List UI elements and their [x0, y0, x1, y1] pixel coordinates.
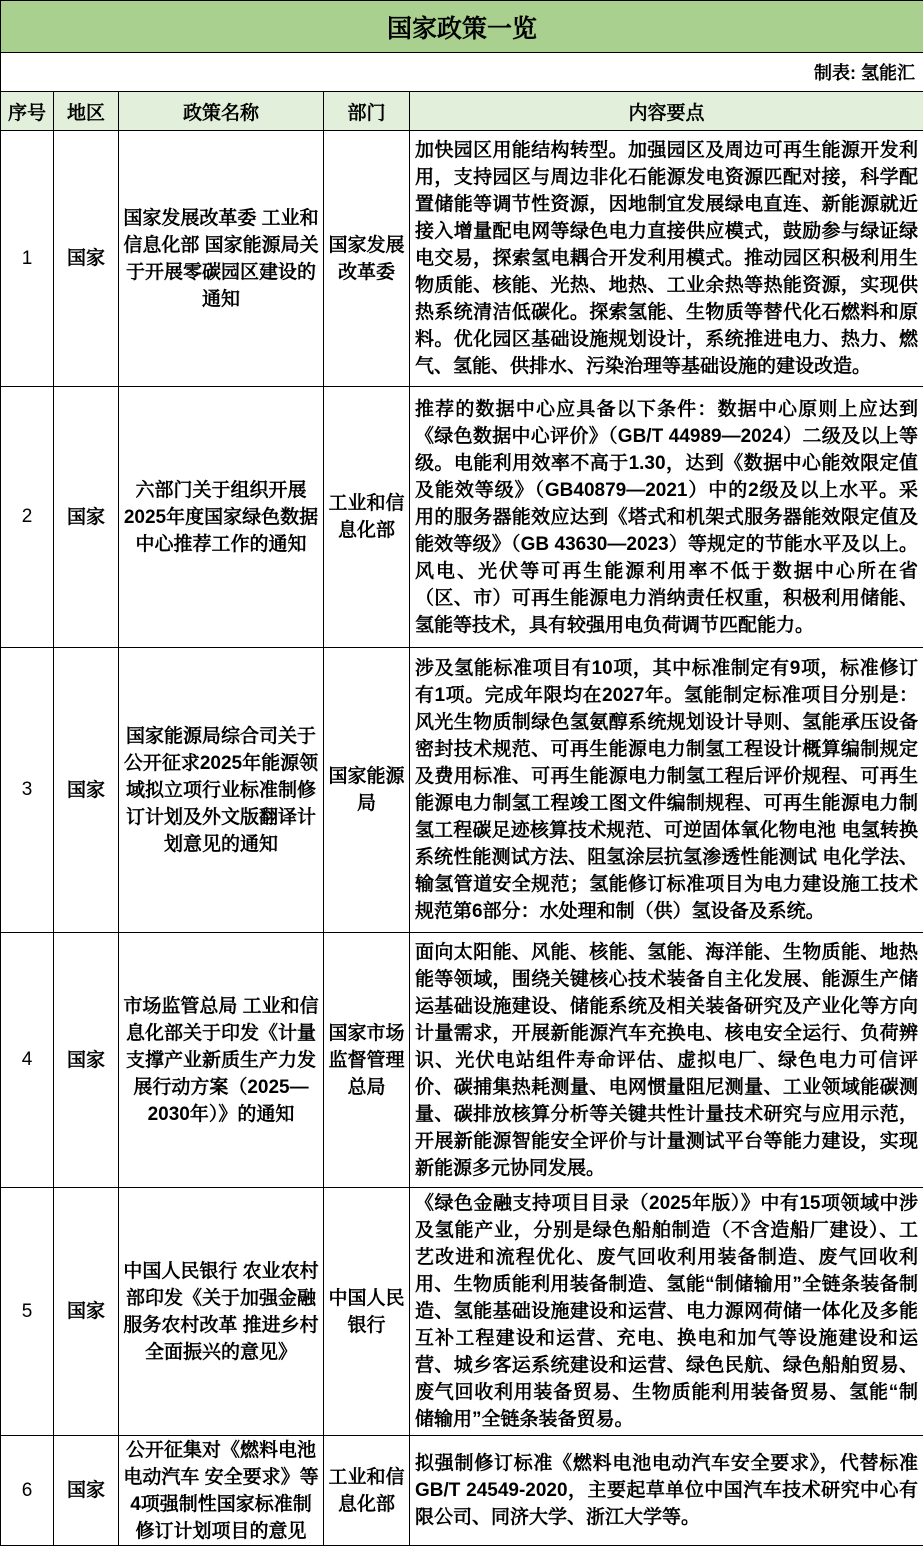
cell-policy-name: 六部门关于组织开展2025年度国家绿色数据中心推荐工作的通知 [119, 387, 324, 648]
table-row [1, 648, 923, 933]
cell-content: 涉及氢能标准项目有10项，其中标准制定有9项，标准修订有1项。完成年限均在2027年。氢能制定标准项目分别是：风光生物质制绿色氢氨醇系统规划设计导则、氢能承压设备密封技术规范、可再生能源电力制氢工程设计概算编制规定及费用标准、可再生能源电力制氢工程后评价规程、可再生能源电力制氢工程竣工图文件编制规程、可再生能源电力制氢工程碳足迹核算技术规范、可逆固体氧化物电池 电氢转换系统性能测试方法、阻氢涂层抗氢渗透性能测试 电化学法、输氢管道安全规范；氢能修订标准项目为电力建设施工技术规范第6部分：水处理和制（供）氢设备及系统。 [410, 648, 923, 933]
column-header-content: 内容要点 [410, 92, 923, 131]
cell-content: 《绿色金融支持项目目录（2025年版）》中有15项领域中涉及氢能产业，分别是绿色船舶制造（不含造船厂建设）、工艺改进和流程优化、废气回收利用装备制造、废气回收利用、生物质能利用装备制造、氢能“制储输用”全链条装备制造、氢能基础设施建设和运营、电力源网荷储一体化及多能互补工程建设和运营、充电、换电和加气等设施建设和运营、城乡客运系统建设和运营、绿色民航、绿色船舶贸易、废气回收利用装备贸易、生物质能利用装备贸易、氢能“制储输用”全链条装备贸易。 [410, 1188, 923, 1436]
cell-region: 国家 [54, 387, 119, 648]
title-row [1, 1, 923, 53]
cell-content: 面向太阳能、风能、核能、氢能、海洋能、生物质能、地热能等领域，围绕关键核心技术装备自主化发展、能源生产储运基础设施建设、储能系统及相关装备研究及产业化等方向计量需求，开展新能源汽车充换电、核电安全运行、负荷辨识、光伏电站组件寿命评估、虚拟电厂、绿色电力可信评价、碳捕集热耗测量、电网惯量阻尼测量、工业领域能碳测量、碳排放核算分析等关键共性计量技术研究与应用示范，开展新能源智能安全评价与计量测试平台等能力建设，实现新能源多元协同发展。 [410, 933, 923, 1188]
column-header-no: 序号 [1, 92, 54, 131]
cell-policy-name: 公开征集对《燃料电池电动汽车 安全要求》等4项强制性国家标准制修订计划项目的意见 [119, 1436, 324, 1546]
cell-region: 国家 [54, 648, 119, 933]
cell-no: 2 [1, 387, 54, 648]
column-header-region: 地区 [54, 92, 119, 131]
cell-no: 1 [1, 131, 54, 387]
page-title: 国家政策一览 [1, 1, 923, 53]
table-row [1, 1188, 923, 1436]
cell-no: 3 [1, 648, 54, 933]
cell-no: 5 [1, 1188, 54, 1436]
table-row [1, 933, 923, 1188]
cell-region: 国家 [54, 1188, 119, 1436]
cell-content: 拟强制修订标准《燃料电池电动汽车安全要求》，代替标准GB/T 24549-2020，主要起草单位中国汽车技术研究中心有限公司、同济大学、浙江大学等。 [410, 1436, 923, 1546]
cell-dept: 国家市场监督管理总局 [324, 933, 410, 1188]
cell-policy-name: 国家发展改革委 工业和信息化部 国家能源局关于开展零碳园区建设的通知 [119, 131, 324, 387]
cell-policy-name: 市场监管总局 工业和信息化部关于印发《计量支撑产业新质生产力发展行动方案（2025—2030年）》的通知 [119, 933, 324, 1188]
cell-dept: 国家能源局 [324, 648, 410, 933]
cell-region: 国家 [54, 131, 119, 387]
header-row [1, 92, 923, 131]
cell-content: 加快园区用能结构转型。加强园区及周边可再生能源开发利用，支持园区与周边非化石能源发电资源匹配对接，科学配置储能等调节性资源，因地制宜发展绿电直连、新能源就近接入增量配电网等绿色电力直接供应模式，鼓励参与绿证绿电交易，探索氢电耦合开发利用模式。推动园区积极利用生物质能、核能、光热、地热、工业余热等热能资源，实现供热系统清洁低碳化。探索氢能、生物质等替代化石燃料和原料。优化园区基础设施规划设计，系统推进电力、热力、燃气、氢能、供排水、污染治理等基础设施的建设改造。 [410, 131, 923, 387]
cell-no: 4 [1, 933, 54, 1188]
table-row [1, 1436, 923, 1546]
credit-label: 制表: 氢能汇 [1, 53, 923, 92]
column-header-dept: 部门 [324, 92, 410, 131]
cell-region: 国家 [54, 933, 119, 1188]
table-row [1, 387, 923, 648]
cell-dept: 国家发展改革委 [324, 131, 410, 387]
cell-content: 推荐的数据中心应具备以下条件：数据中心原则上应达到《绿色数据中心评价》（GB/T 44989—2024）二级及以上等级。电能利用效率不高于1.30，达到《数据中心能效限定值及能效等级》（GB40879—2021）中的2级及以上水平。采用的服务器能效应达到《塔式和机架式服务器能效限定值及能效等级》（GB 43630—2023）等规定的节能水平及以上。风电、光伏等可再生能源利用率不低于数据中心所在省（区、市）可再生能源电力消纳责任权重，积极利用储能、氢能等技术，具有较强用电负荷调节匹配能力。 [410, 387, 923, 648]
credit-row [1, 53, 923, 92]
cell-dept: 工业和信息化部 [324, 387, 410, 648]
cell-no: 6 [1, 1436, 54, 1546]
column-header-policy-name: 政策名称 [119, 92, 324, 131]
cell-dept: 中国人民银行 [324, 1188, 410, 1436]
table-row [1, 131, 923, 387]
cell-policy-name: 国家能源局综合司关于公开征求2025年能源领域拟立项行业标准制修订计划及外文版翻译计划意见的通知 [119, 648, 324, 933]
cell-policy-name: 中国人民银行 农业农村部印发《关于加强金融服务农村改革 推进乡村全面振兴的意见》 [119, 1188, 324, 1436]
cell-dept: 工业和信息化部 [324, 1436, 410, 1546]
cell-region: 国家 [54, 1436, 119, 1546]
